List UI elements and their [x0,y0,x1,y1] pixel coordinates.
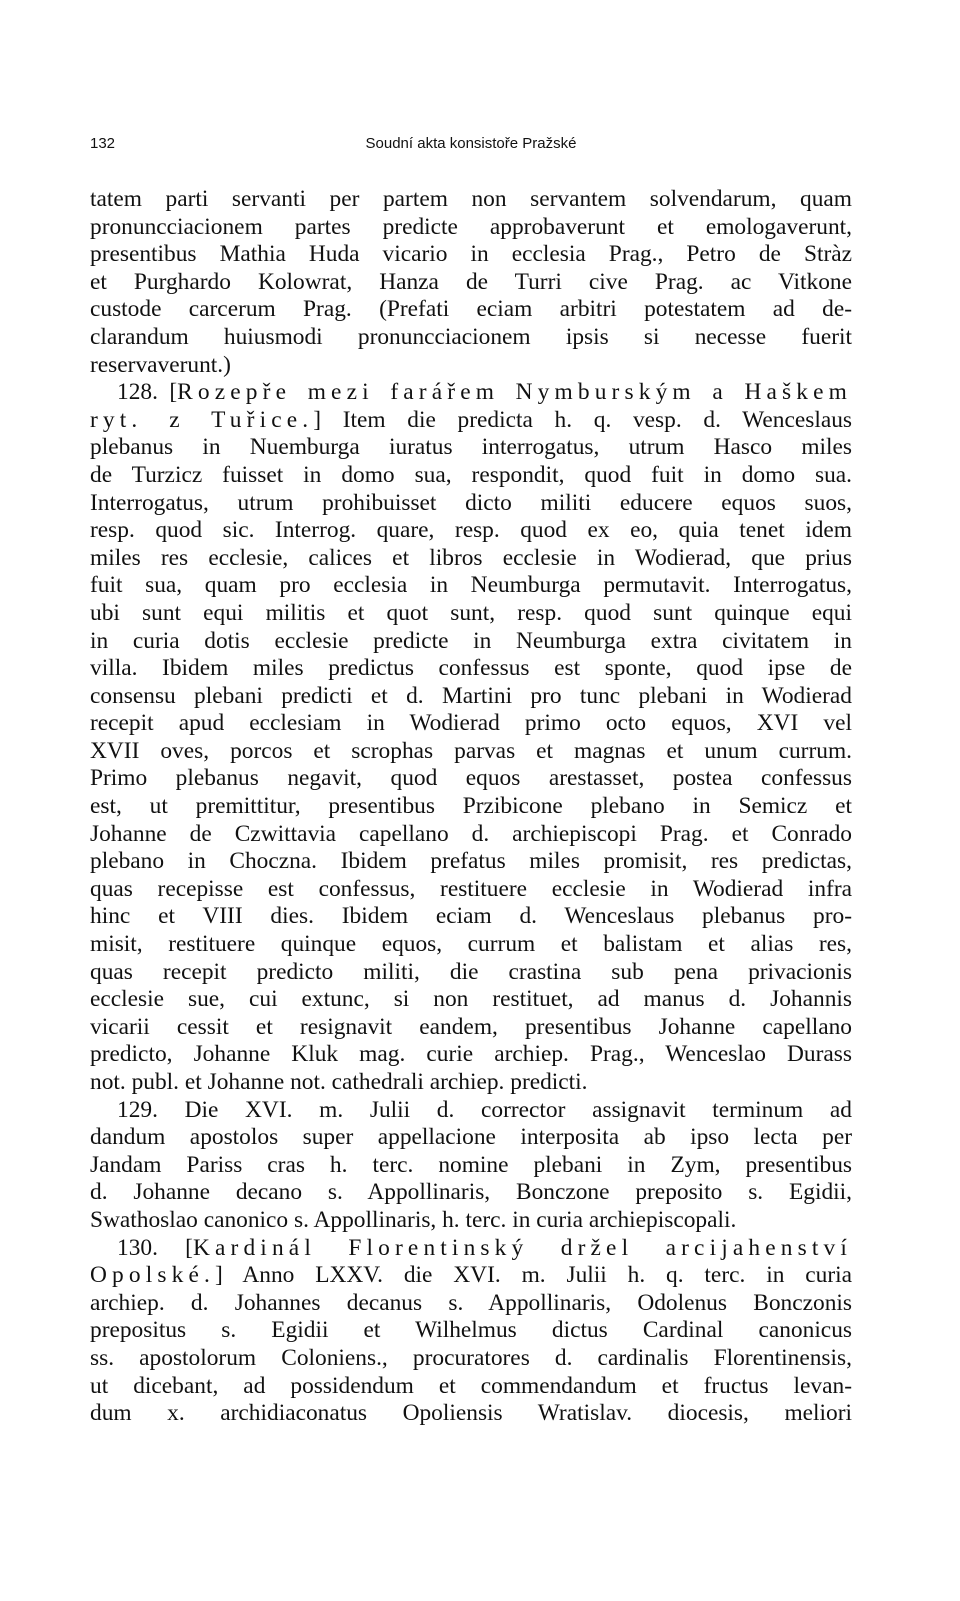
line-text: 128. [ [117,379,178,406]
text-line: in curia dotis ecclesie predicte in Neumburga extra civitatem in [90,627,852,654]
text-line: recepit apud ecclesiam in Wodierad primo octo equos, XVI vel [90,710,852,737]
page-header [90,135,852,159]
text-line [90,407,852,435]
text-line: plebano in Choczna. Ibidem prefatus miles promisit, res predictas, [90,848,852,875]
text-line: Interrogatus, utrum prohibuisset dicto militi educere equos suos, [90,489,852,516]
text-line: 129. Die XVI. m. Julii d. corrector assignavit terminum ad [117,1096,852,1123]
spaced-heading: Rozepře mezi farářem Nymburským a Haškem [177,379,852,406]
spaced-heading: Kardinál Florentinský držel arcijahenství [192,1234,853,1261]
text-line: tatem parti servanti per partem non servantem solvendarum, quam [90,186,852,212]
text-line: consensu plebani predicti et d. Martini pro tunc plebani in Wodierad [90,682,852,709]
text-line: miles res ecclesie, calices et libros ecclesie in Wodierad, que prius [90,544,852,571]
text-line: Swathoslao canonico s. Appollinaris, h. terc. in curia archiepiscopali. [90,1206,737,1233]
text-line: Jandam Pariss cras h. terc. nomine plebani in Zym, presentibus [90,1151,852,1178]
text-line: plebanus in Nuemburga iuratus interrogatus, utrum Hasco miles [90,434,852,461]
running-title: Soudní akta konsistoře Pražské [365,135,577,152]
text-line: presentibus Mathia Huda vicario in ecclesia Prag., Petro de Stràz [90,241,852,268]
text-line: Johanne de Czwittavia capellano d. archiepiscopi Prag. et Conrado [90,820,852,847]
text-line: not. publ. et Johanne not. cathedrali archiep. predicti. [90,1069,588,1095]
text-line: XVII oves, porcos et scrophas parvas et magnas et unum currum. [90,737,852,764]
text-line: ut dicebant, ad possidendum et commendandum et fructus levan- [90,1372,852,1399]
body-text [90,186,852,1428]
text-line: ecclesie sue, cui extunc, si non restituet, ad manus d. Johannis [90,986,852,1013]
spaced-heading: ryt. z Tuřice. [90,406,314,433]
text-line: Primo plebanus negavit, quod equos arestasset, postea confessus [90,765,852,792]
text-line [90,1235,852,1263]
text-line: quas recepit predicto militi, die crastina sub pena privacionis [90,958,852,985]
text-line [90,379,852,407]
text-line: et Purghardo Kolowrat, Hanza de Turri cive Prag. ac Vitkone [90,268,852,295]
line-text: ] Anno LXXV. die XVI. m. Julii h. q. terc. in curia [215,1262,852,1289]
line-text: 130. [ [117,1234,193,1261]
text-line: d. Johanne decano s. Appollinaris, Bonczone preposito s. Egidii, [90,1179,852,1206]
text-line: villa. Ibidem miles predictus confessus est sponte, quod ipse de [90,655,852,682]
text-line: reservaverunt.) [90,351,231,378]
text-line: ss. apostolorum Coloniens., procuratores d. cardinalis Florentinensis, [90,1344,852,1371]
text-line: clarandum huiusmodi pronuncciacionem ipsis si necesse fuerit [90,323,852,350]
text-line: pronuncciacionem partes predicte approbaverunt et emologaverunt, [90,213,852,240]
text-line: hinc et VIII dies. Ibidem eciam d. Wenceslaus plebanus pro- [90,903,852,930]
spaced-heading: Opolské. [90,1262,215,1289]
text-line: est, ut premittitur, presentibus Przibicone plebano in Semicz et [90,793,852,820]
text-line: archiep. d. Johannes decanus s. Appollinaris, Odolenus Bonczonis [90,1289,852,1316]
text-line: dum x. archidiaconatus Opoliensis Wratislav. diocesis, meliori [90,1400,852,1427]
text-line [90,1262,852,1290]
text-line: custode carcerum Prag. (Prefati eciam arbitri potestatem ad de- [90,296,852,323]
text-line: misit, restituere quinque equos, currum et balistam et alias res, [90,931,852,958]
text-line: vicarii cessit et resignavit eandem, presentibus Johanne capellano [90,1013,852,1040]
text-line: quas recepisse est confessus, restituere ecclesie in Wodierad infra [90,875,852,902]
page-number: 132 [90,135,116,152]
text-line: fuit sua, quam pro ecclesia in Neumburga permutavit. Interrogatus, [90,572,852,599]
text-line: de Turzicz fuisset in domo sua, respondit, quod fuit in domo sua. [90,461,852,488]
text-line: resp. quod sic. Interrog. quare, resp. quod ex eo, quia tenet idem [90,517,852,544]
line-text: ] Item die predicta h. q. vesp. d. Wenceslaus [313,406,852,433]
text-line: prepositus s. Egidii et Wilhelmus dictus Cardinal canonicus [90,1317,852,1344]
text-line: dandum apostolos super appellacione interposita ab ipso lecta per [90,1124,852,1151]
text-line: predicto, Johanne Kluk mag. curie archiep. Prag., Wenceslao Durass [90,1041,852,1068]
text-line: ubi sunt equi militis et quot sunt, resp. quod sunt quinque equi [90,599,852,626]
